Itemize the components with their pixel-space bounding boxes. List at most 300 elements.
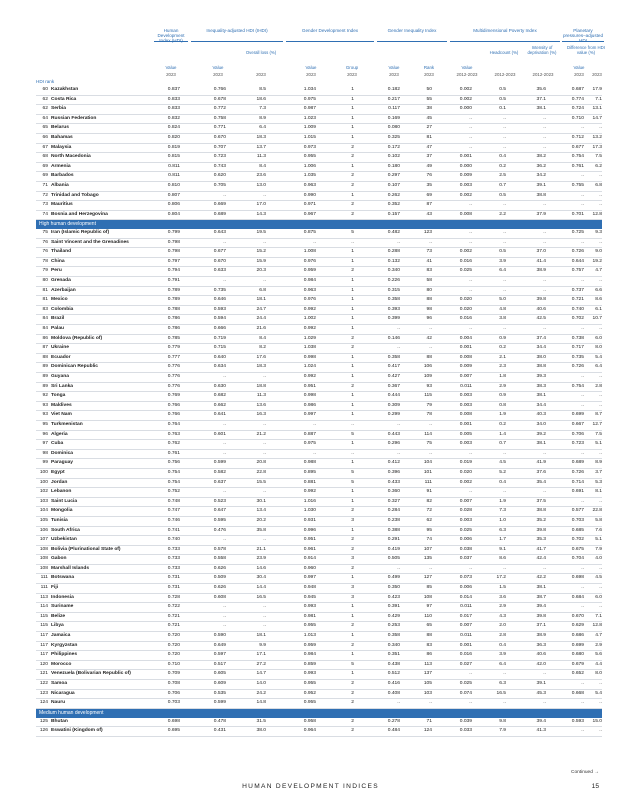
cell-country: Mexico (51, 297, 68, 303)
table-row (36, 613, 602, 623)
cell-mpi-value: 0.001 (459, 154, 472, 160)
cell-phdi-value: .. (581, 728, 584, 734)
cell-gdi-group: 2 (351, 182, 354, 188)
cell-mpi-value: .. (469, 565, 472, 571)
cell-phdi-difference: 5.1 (595, 537, 602, 543)
cell-gdi-value: 1.006 (303, 163, 316, 169)
cell-phdi-value: 0.726 (571, 469, 584, 475)
cell-phdi-difference: 4.7 (595, 633, 602, 639)
cell-country: Mongolia (51, 508, 73, 514)
cell-rank: 113 (40, 594, 48, 600)
cell-gdi-group: 1 (351, 575, 354, 581)
cell-gii-value: 0.482 (387, 230, 400, 236)
cell-gii-rank: .. (429, 565, 432, 571)
cell-phdi-difference: .. (599, 326, 602, 332)
cell-mpi-intensity: .. (543, 134, 546, 140)
cell-phdi-difference: 8.7 (595, 412, 602, 418)
cell-mpi-value: .. (469, 125, 472, 131)
cell-gdi-value: 0.975 (303, 96, 316, 102)
cell-gii-rank: .. (429, 450, 432, 456)
cell-mpi-intensity: .. (543, 202, 546, 208)
cell-gdi-value: 1.009 (303, 125, 316, 131)
cell-phdi-value: .. (581, 278, 584, 284)
cell-ihdi-loss: 13.6 (256, 402, 266, 408)
cell-rank: 89 (42, 364, 48, 370)
cell-gii-rank: 88 (426, 297, 432, 303)
cell-hdi-value: 0.807 (167, 192, 180, 198)
cell-ihdi-loss: .. (263, 604, 266, 610)
cell-phdi-difference: 12.8 (592, 623, 602, 629)
cell-mpi-value: 0.028 (459, 508, 472, 514)
cell-country: Grenada (51, 278, 71, 284)
cell-country: Egypt (51, 469, 65, 475)
cell-mpi-headcount: 0.2 (499, 345, 506, 351)
cell-phdi-value: 0.677 (571, 144, 584, 150)
cell-mpi-value: 0.020 (459, 469, 472, 475)
cell-phdi-value: .. (581, 565, 584, 571)
cell-phdi-difference: .. (599, 604, 602, 610)
year-label: 2023 (306, 72, 316, 77)
cell-mpi-intensity: 38.9 (536, 268, 546, 274)
cell-gii-value: 0.102 (387, 154, 400, 160)
cell-gdi-group: 1 (351, 412, 354, 418)
cell-gdi-value: 1.035 (303, 173, 316, 179)
cell-mpi-intensity: 34.2 (536, 173, 546, 179)
cell-rank: 80 (42, 278, 48, 284)
cell-phdi-value: .. (581, 585, 584, 591)
cell-gdi-value: 0.963 (303, 287, 316, 293)
cell-rank: 76 (42, 239, 48, 245)
cell-ihdi-loss: 6.4 (259, 125, 266, 131)
cell-ihdi-value: 0.735 (213, 287, 226, 293)
cell-gii-rank: 83 (426, 268, 432, 274)
cell-phdi-value: 0.757 (571, 268, 584, 274)
header-phdi: Planetary pressures–adjusted HDI (562, 28, 604, 44)
cell-rank: 111 (40, 575, 48, 581)
cell-country: Iran (Islamic Republic of) (51, 230, 110, 236)
cell-ihdi-value: .. (223, 278, 226, 284)
cell-ihdi-loss: 16.5 (256, 594, 266, 600)
cell-ihdi-loss: 18.3 (256, 134, 266, 140)
cell-mpi-headcount: 3.8 (499, 316, 506, 322)
cell-mpi-headcount: 0.4 (499, 642, 506, 648)
cell-gii-value: 0.352 (387, 202, 400, 208)
cell-gii-value: 0.396 (387, 469, 400, 475)
cell-gii-value: 0.433 (387, 479, 400, 485)
cell-phdi-value: 0.740 (571, 306, 584, 312)
cell-rank: 79 (42, 268, 48, 274)
cell-ihdi-value: 0.646 (213, 297, 226, 303)
cell-rank: 125 (39, 718, 48, 724)
table-row (36, 211, 602, 221)
cell-phdi-difference: .. (599, 498, 602, 504)
cell-ihdi-value: 0.771 (213, 125, 226, 131)
cell-mpi-intensity: 39.8 (536, 297, 546, 303)
cell-rank: 100 (39, 469, 48, 475)
cell-country: Cuba (51, 441, 64, 447)
cell-mpi-headcount: 5.2 (499, 469, 506, 475)
cell-ihdi-loss: 24.7 (256, 306, 266, 312)
cell-phdi-difference: 7.9 (595, 546, 602, 552)
cell-mpi-intensity: 42.4 (536, 556, 546, 562)
cell-hdi-value: 0.733 (167, 565, 180, 571)
cell-gii-rank: 137 (423, 671, 432, 677)
cell-gii-rank: 114 (424, 431, 432, 437)
cell-phdi-value: 0.724 (571, 106, 584, 112)
cell-mpi-headcount: 9.8 (499, 718, 506, 724)
year-label: 2023 (347, 72, 357, 77)
cell-rank: 107 (39, 537, 48, 543)
cell-gii-value: 0.358 (387, 354, 400, 360)
cell-phdi-difference: .. (599, 681, 602, 687)
cell-mpi-headcount: 17.2 (496, 575, 506, 581)
cell-gii-value: 0.391 (387, 604, 400, 610)
cell-gdi-group: 2 (351, 144, 354, 150)
cell-ihdi-value: 0.626 (213, 585, 226, 591)
cell-gdi-group: .. (351, 421, 354, 427)
cell-phdi-difference: 17.9 (592, 87, 602, 92)
cell-gdi-value: 0.998 (303, 354, 316, 360)
label-value: Value (212, 65, 224, 70)
cell-gdi-group: 1 (351, 134, 354, 140)
cell-ihdi-value: 0.766 (213, 87, 226, 92)
cell-phdi-value: 0.725 (571, 230, 584, 236)
cell-hdi-value: 0.776 (167, 374, 180, 380)
cell-mpi-intensity: 37.1 (536, 623, 546, 629)
cell-hdi-value: 0.789 (167, 297, 180, 303)
year-label: 2012-2023 (494, 72, 516, 77)
cell-ihdi-value: 0.431 (213, 728, 226, 734)
cell-mpi-headcount: .. (503, 450, 506, 456)
cell-gii-value: 0.309 (387, 402, 400, 408)
cell-mpi-value: 0.025 (459, 268, 472, 274)
cell-country: Algeria (51, 431, 68, 437)
cell-gdi-value: 0.887 (303, 431, 316, 437)
cell-gdi-value: 1.024 (303, 364, 316, 370)
cell-ihdi-loss: 14.8 (256, 700, 266, 706)
cell-gii-rank: 103 (423, 690, 432, 696)
cell-rank: 64 (42, 115, 48, 121)
cell-ihdi-loss: 30.1 (256, 498, 266, 504)
header-gdi: Gender Development Index (301, 28, 359, 33)
cell-phdi-value: 0.774 (571, 96, 584, 102)
cell-mpi-intensity: 37.6 (536, 469, 546, 475)
cell-ihdi-loss: 9.9 (259, 642, 266, 648)
cell-gdi-group: 2 (351, 718, 354, 724)
table-row (36, 363, 602, 373)
cell-mpi-value: 0.016 (459, 316, 472, 322)
cell-country: Philippines (51, 652, 78, 658)
cell-gii-value: 0.226 (387, 278, 400, 284)
cell-gii-value: 0.340 (387, 268, 400, 274)
cell-mpi-intensity: 37.9 (536, 211, 546, 217)
cell-gdi-group: 3 (351, 594, 354, 600)
cell-gdi-value: 0.955 (303, 681, 316, 687)
cell-mpi-intensity: 38.3 (536, 383, 546, 389)
cell-ihdi-value: 0.626 (213, 565, 226, 571)
cell-rank: 88 (42, 354, 48, 360)
cell-gdi-value: 1.002 (303, 316, 316, 322)
cell-ihdi-loss: 14.7 (256, 671, 266, 677)
cell-phdi-value: 0.687 (571, 87, 584, 92)
table-header (36, 28, 605, 86)
cell-country: Dominica (51, 450, 74, 456)
cell-gii-rank: 27 (426, 125, 432, 131)
cell-phdi-difference: 5.4 (595, 354, 602, 360)
cell-gii-value: 0.419 (387, 546, 400, 552)
cell-gdi-value: 0.967 (303, 211, 316, 217)
cell-country: Palau (51, 326, 65, 332)
cell-gii-rank: 109 (423, 374, 432, 380)
table-row (36, 459, 602, 469)
cell-hdi-value: 0.703 (167, 700, 180, 706)
year-label: 2023 (166, 72, 176, 77)
group-header (36, 220, 602, 229)
cell-mpi-headcount: 0.9 (499, 393, 506, 399)
cell-gdi-group: 3 (351, 556, 354, 562)
cell-ihdi-loss: 23.9 (256, 556, 266, 562)
cell-phdi-difference: .. (599, 393, 602, 399)
cell-country: Viet Nam (51, 412, 72, 418)
cell-gii-value: .. (397, 450, 400, 456)
cell-country: Gabon (51, 556, 67, 562)
header-rule (450, 41, 560, 42)
cell-gii-value: .. (397, 239, 400, 245)
cell-phdi-value: 0.755 (571, 182, 584, 188)
cell-hdi-value: 0.794 (167, 268, 180, 274)
cell-mpi-value: 0.011 (460, 633, 472, 639)
cell-mpi-intensity: .. (543, 144, 546, 150)
cell-gdi-value: 0.955 (303, 623, 316, 629)
cell-ihdi-loss: 19.5 (256, 230, 266, 236)
cell-mpi-intensity: .. (543, 125, 546, 131)
cell-gii-value: 0.350 (387, 585, 400, 591)
cell-country: Barbados (51, 173, 74, 179)
year-label: 2012-2023 (456, 72, 478, 77)
cell-gii-value: 0.253 (387, 623, 400, 629)
cell-hdi-value: 0.815 (167, 154, 180, 160)
cell-ihdi-value: 0.478 (213, 718, 226, 724)
cell-gii-value: 0.351 (387, 652, 400, 658)
cell-rank: 93 (42, 402, 48, 408)
table-row (36, 479, 602, 489)
cell-mpi-value: 0.014 (459, 594, 472, 600)
cell-gdi-value: .. (313, 450, 316, 456)
cell-gii-value: 0.117 (388, 106, 400, 112)
cell-ihdi-value: 0.599 (213, 460, 226, 466)
cell-mpi-headcount: .. (503, 671, 506, 677)
cell-mpi-headcount: .. (503, 115, 506, 121)
cell-phdi-value: .. (581, 700, 584, 706)
cell-hdi-value: 0.761 (167, 450, 180, 456)
cell-mpi-headcount: 1.7 (499, 537, 506, 543)
cell-ihdi-value: 0.640 (213, 354, 226, 360)
table-row (36, 163, 602, 173)
cell-ihdi-loss: 31.5 (256, 718, 266, 724)
cell-phdi-value: 0.577 (571, 508, 584, 514)
cell-mpi-intensity: .. (543, 671, 546, 677)
cell-gdi-value: 0.997 (303, 575, 316, 581)
cell-hdi-value: 0.709 (167, 671, 180, 677)
cell-phdi-value: 0.698 (571, 575, 584, 581)
table-row (36, 287, 602, 297)
cell-ihdi-value: .. (223, 450, 226, 456)
year-label: 2023 (256, 72, 266, 77)
cell-country: Thailand (51, 249, 72, 255)
table-row (36, 555, 602, 565)
cell-rank: 92 (42, 393, 48, 399)
cell-phdi-difference: .. (599, 585, 602, 591)
cell-mpi-value: 0.002 (459, 249, 472, 255)
cell-mpi-value: 0.027 (459, 661, 472, 667)
cell-mpi-value: 0.003 (459, 182, 472, 188)
cell-gdi-value: 0.993 (303, 604, 316, 610)
cell-country: Ecuador (51, 354, 71, 360)
cell-phdi-difference: 7.5 (595, 431, 602, 437)
cell-country: Venezuela (Bolivarian Republic of) (51, 671, 131, 677)
cell-mpi-headcount: 8.6 (499, 556, 506, 562)
cell-mpi-headcount: 0.2 (499, 421, 506, 427)
cell-ihdi-loss: .. (263, 239, 266, 245)
subheader-overall-loss: Overall loss (%) (245, 50, 277, 55)
cell-rank: 111 (40, 585, 48, 591)
cell-gii-rank: 111 (424, 479, 432, 485)
cell-country: Maldives (51, 402, 72, 408)
cell-mpi-intensity: 38.9 (536, 633, 546, 639)
cell-mpi-headcount: 6.3 (499, 527, 506, 533)
cell-ihdi-value: 0.641 (213, 412, 226, 418)
cell-mpi-value: 0.020 (459, 306, 472, 312)
cell-gii-value: .. (397, 565, 400, 571)
cell-gdi-value: 0.875 (303, 230, 316, 236)
cell-mpi-value: 0.008 (459, 211, 472, 217)
cell-country: Turkmenistan (51, 421, 83, 427)
cell-rank: 68 (42, 154, 48, 160)
cell-gdi-group: 2 (351, 508, 354, 514)
table-row (36, 690, 602, 700)
cell-gdi-value: 0.992 (303, 489, 316, 495)
cell-rank: 115 (40, 623, 48, 629)
cell-mpi-intensity: 41.3 (536, 728, 546, 734)
table-row (36, 354, 602, 364)
cell-gii-value: 0.327 (387, 498, 400, 504)
cell-gdi-group: 2 (351, 345, 354, 351)
cell-hdi-value: 0.811 (168, 163, 180, 169)
cell-hdi-value: 0.779 (167, 345, 180, 351)
header-hdi: Human Development Index (HDI) (157, 28, 185, 44)
cell-rank: 120 (39, 661, 48, 667)
cell-gdi-group: 1 (351, 527, 354, 533)
cell-mpi-value: .. (469, 450, 472, 456)
cell-mpi-headcount: 1.5 (499, 585, 506, 591)
cell-mpi-value: 0.016 (459, 652, 472, 658)
cell-gii-value: 0.132 (387, 258, 400, 264)
cell-phdi-difference: 5.1 (595, 441, 602, 447)
cell-ihdi-loss: 17.1 (256, 652, 266, 658)
cell-gdi-value: 1.034 (303, 87, 316, 92)
footer-title: HUMAN DEVELOPMENT INDICES (242, 783, 379, 790)
table-row (36, 277, 602, 287)
table-row (36, 603, 602, 613)
cell-hdi-value: 0.824 (167, 125, 180, 131)
cell-rank: 78 (42, 258, 48, 264)
cell-mpi-intensity: .. (543, 489, 546, 495)
data-table (36, 86, 602, 737)
cell-gii-rank: 101 (423, 469, 432, 475)
cell-gdi-value: 1.013 (303, 633, 316, 639)
cell-gii-rank: 97 (426, 604, 432, 610)
year-row (36, 72, 602, 78)
cell-ihdi-value: 0.634 (213, 364, 226, 370)
cell-mpi-value: 0.000 (459, 163, 472, 169)
cell-hdi-value: 0.769 (167, 393, 180, 399)
cell-phdi-value: 0.675 (571, 546, 584, 552)
cell-ihdi-value: 0.682 (213, 393, 226, 399)
cell-mpi-value: 0.003 (459, 517, 472, 523)
cell-phdi-value: 0.679 (571, 661, 584, 667)
cell-hdi-value: 0.833 (167, 96, 180, 102)
header-gii: Gender Inequality Index (387, 28, 437, 33)
cell-ihdi-loss: .. (263, 537, 266, 543)
cell-gdi-group: 2 (351, 154, 354, 160)
cell-gii-value: 0.499 (387, 575, 400, 581)
cell-phdi-value: 0.699 (571, 642, 584, 648)
cell-gii-value: 0.399 (387, 316, 400, 322)
cell-phdi-difference: 19.2 (592, 258, 602, 264)
cell-ihdi-loss: 20.2 (256, 517, 266, 523)
cell-country: Indonesia (51, 594, 74, 600)
label-value: Value (305, 65, 317, 70)
cell-gii-rank: .. (429, 345, 432, 351)
cell-country: Nicaragua (51, 690, 75, 696)
cell-gii-value: 0.358 (387, 633, 400, 639)
cell-mpi-headcount: 0.4 (499, 479, 506, 485)
cell-gdi-group: 1 (351, 441, 354, 447)
cell-gdi-value: .. (313, 239, 316, 245)
cell-mpi-intensity: 39.4 (536, 718, 546, 724)
cell-gii-value: 0.146 (387, 335, 400, 341)
label-rank: Rank (423, 65, 435, 70)
cell-gdi-value: 0.958 (303, 718, 316, 724)
cell-mpi-headcount: 2.0 (499, 623, 506, 629)
cell-ihdi-value: .. (223, 613, 226, 619)
cell-mpi-headcount: 7.3 (499, 508, 506, 514)
cell-country: Jordan (51, 479, 68, 485)
cell-ihdi-value: 0.678 (213, 96, 226, 102)
cell-phdi-value: 0.644 (571, 258, 584, 264)
cell-gii-value: 0.288 (387, 249, 400, 255)
cell-gii-rank: 123 (423, 230, 432, 236)
table-row (36, 229, 602, 239)
cell-gdi-value: 1.016 (303, 498, 316, 504)
cell-mpi-intensity: 35.2 (536, 517, 546, 523)
cell-ihdi-loss: 24.4 (256, 316, 266, 322)
cell-mpi-value: .. (469, 230, 472, 236)
cell-mpi-value: 0.038 (459, 546, 472, 552)
cell-gdi-value: 0.990 (303, 192, 316, 198)
cell-gdi-group: 1 (351, 87, 354, 92)
cell-mpi-intensity: 45.3 (536, 690, 546, 696)
cell-phdi-difference: .. (599, 700, 602, 706)
cell-gdi-group: 1 (351, 613, 354, 619)
cell-mpi-value: 0.009 (459, 364, 472, 370)
cell-mpi-value: 0.002 (459, 192, 472, 198)
cell-phdi-difference: 5.3 (595, 479, 602, 485)
cell-mpi-value: 0.033 (459, 728, 472, 734)
cell-gdi-group: 1 (351, 106, 354, 112)
cell-gii-value: 0.278 (387, 718, 400, 724)
cell-ihdi-value: 0.705 (213, 182, 226, 188)
